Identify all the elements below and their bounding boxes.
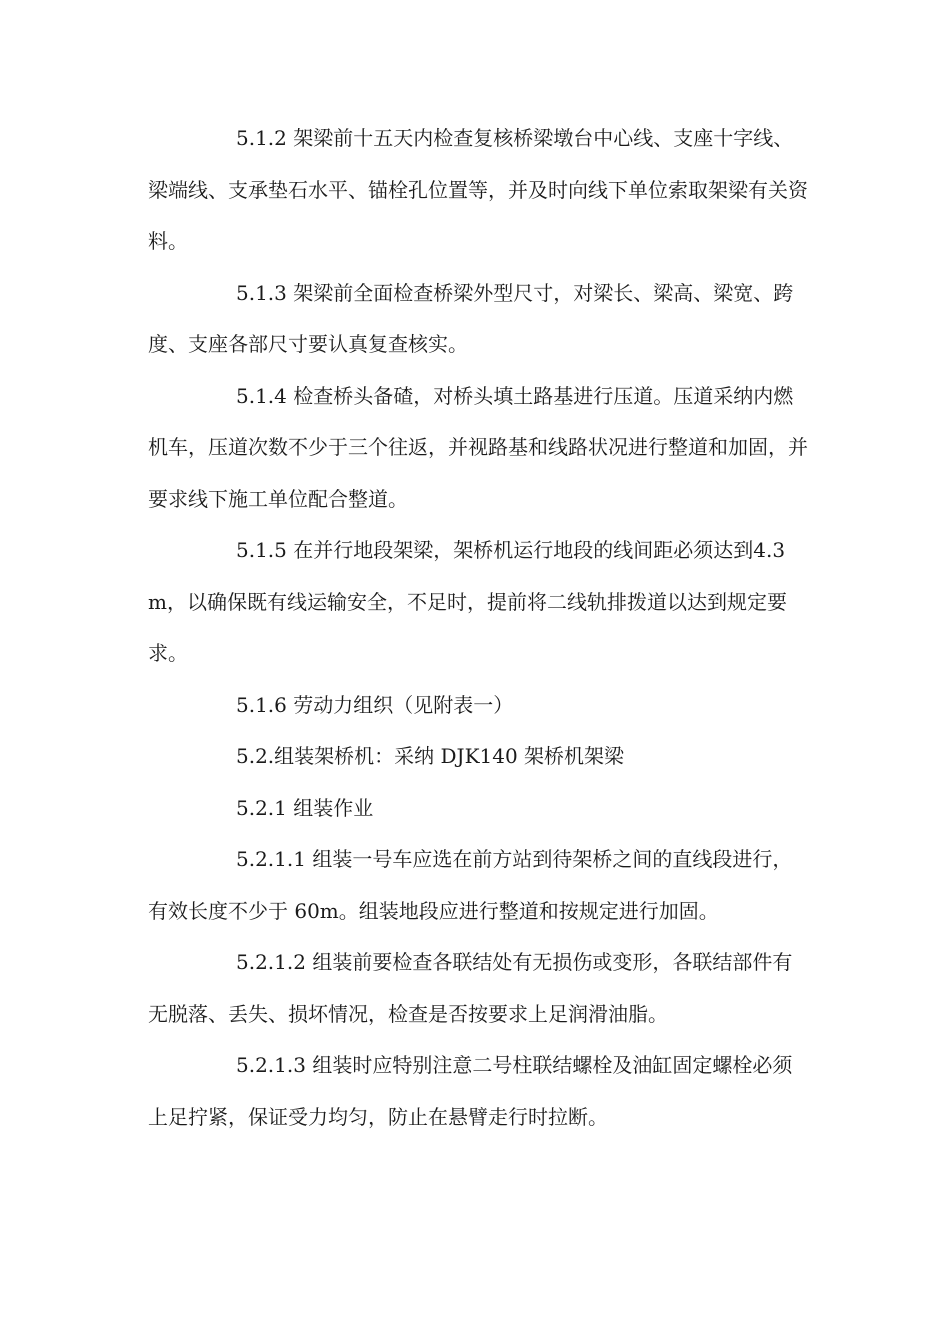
paragraph-5-2-1-1: 5.2.1.1 组装一号车应选在前方站到待架桥之间的直线段进行，有效长度不少于 60m。组装地段应进行整道和按规定进行加固。 — [148, 847, 793, 923]
document-body — [148, 113, 808, 1143]
paragraph-5-2-1-2: 5.2.1.2 组装前要检查各联结处有无损伤或变形，各联结部件有无脱落、丢失、损坏情况，检查是否按要求上足润滑油脂。 — [148, 950, 793, 1026]
paragraph-5-1-4: 5.1.4 检查桥头备碴，对桥头填土路基进行压道。压道采纳内燃机车，压道次数不少于三个往返，并视路基和线路状况进行整道和加固，并要求线下施工单位配合整道。 — [148, 383, 808, 511]
paragraph-5-2: 5.2.组装架桥机：采纳 DJK140 架桥机架梁 — [236, 744, 625, 768]
paragraph-5-1-2: 5.1.2 架梁前十五天内检查复核桥梁墩台中心线、支座十字线、梁端线、支承垫石水平、锚栓孔位置等，并及时向线下单位索取架梁有关资料。 — [148, 126, 808, 253]
paragraph-5-1-6: 5.1.6 劳动力组织（见附表一） — [236, 692, 514, 717]
paragraph-5-1-3: 5.1.3 架梁前全面检查桥梁外型尺寸，对梁长、梁高、梁宽、跨度、支座各部尺寸要认真复查核实。 — [148, 280, 794, 356]
paragraph-5-2-1-3: 5.2.1.3 组装时应特别注意二号柱联结螺栓及油缸固定螺栓必须上足拧紧，保证受力均匀，防止在悬臂走行时拉断。 — [148, 1053, 793, 1129]
paragraph-5-1-5: 5.1.5 在并行地段架梁，架桥机运行地段的线间距必须达到4.3m，以确保既有线运输安全，不足时，提前将二线轨排拨道以达到规定要求。 — [148, 538, 787, 665]
paragraph-5-2-1: 5.2.1 组装作业 — [236, 795, 374, 820]
